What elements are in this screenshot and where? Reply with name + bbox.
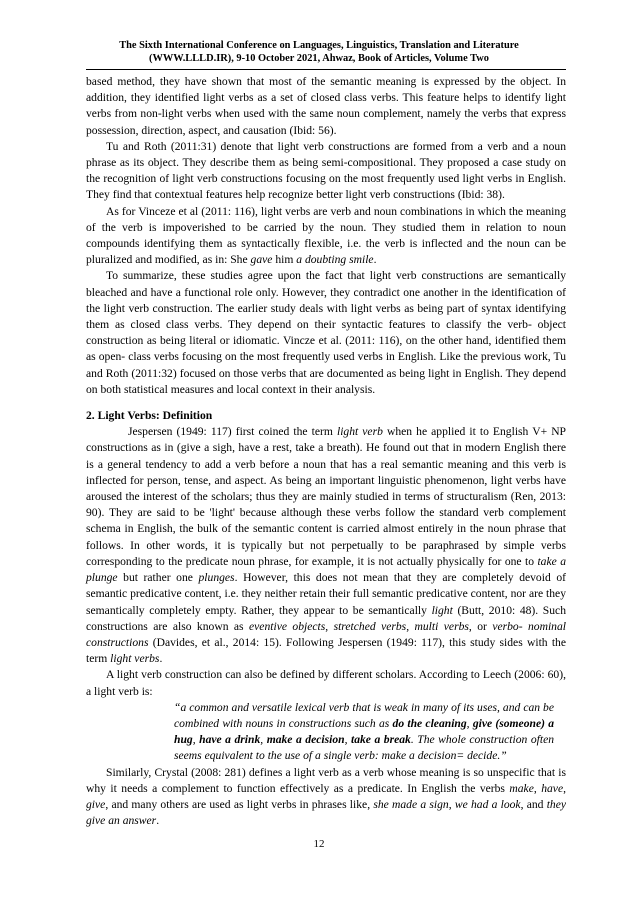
header-line-1: The Sixth International Conference on Languages, Linguistics, Translation and Literature — [119, 40, 519, 51]
page-number: 12 — [313, 838, 325, 850]
paragraph-4: To summarize, these studies agree upon the fact that light verb constructions are semantically bleached and have a functional role only. However, they contradict one another in the identification of the light verb construction. The earlier study deals with light verbs as being part of syntax identifying them as closed class verbs. They depend on their syntactic features to classify the verb- object construction as being literal or idiomatic. Vincze et al. (2011: 116), on the other hand, identified them as open- class verbs focusing on the most frequently used verbs in English. Like the previous work, Tu and Roth (2011:32) focused on those verbs that are documented as being light in English. They depend on both statistical measures and local context in their analysis. — [86, 269, 566, 396]
paragraph-3: As for Vinceze et al (2011: 116), light verbs are verb and noun combinations in which the meaning of the verb is impoverished to be carried by the noun. They studied them in relation to noun compounds identifying them as syntactically flexible, i.e. the verb is inflected and the noun can be pluralized and modified, as in: She gave him a doubting smile. — [86, 204, 566, 267]
paragraph-5: Jespersen (1949: 117) first coined the term light verb when he applied it to English V+ NP constructions as in (give a sigh, have a rest, take a breath). He found out that in modern English there is a general tendency to add a verb before a noun that has a real semantic meaning and this verb is inflected for person, tense, and aspect. As being an important linguistic phenomenon, light verbs have aroused the interest of the scholars; thus they are mainly studied in terms of structuralism (Ren, 2013: 90). They are said to be 'light' because although these verbs follow the standard verb complement schema in English, the bulk of the semantic content is carried almost entirely in the noun phrase that follows. In other words, it is typically but not perpetually to be paraphrased by simple verbs corresponding to the predicate noun phrase, for example, it is not actually physically for one to take a plunge but rather one plunges. However, this does not mean that they are completely devoid of semantic predicative content, i.e. they neither retain their full semantic predicative content, nor are they semantically completely empty. Rather, they appear to be semantically light (Butt, 2010: 48). Such constructions are also known as eventive objects, stretched verbs, multi verbs, or verbo- nominal constructions (Davides, et al., 2014: 15). Following Jespersen (1949: 117), this study sides with the term light verbs. — [86, 425, 567, 666]
paragraph-1: based method, they have shown that most of the semantic meaning is expressed by the object. In addition, they identified light verbs as a set of closed class verbs. This feature helps to identify light verbs from non-light verbs when used with the same noun complement, namely the verbs that express possession, direction, aspect, and causation (Ibid: 56). — [86, 75, 566, 137]
body-text — [86, 74, 566, 829]
paragraph-7: Similarly, Crystal (2008: 281) defines a light verb as a verb whose meaning is so unspecific that is why it needs a complement to function effectively as a predicate. In English the verbs make, have, give, and many others are used as light verbs in phrases like, she made a sign, we had a look, and they give an answer. — [86, 765, 567, 828]
paragraph-2: Tu and Roth (2011:31) denote that light verb constructions are formed from a verb and a noun phrase as its object. They describe them as being semi-compositional. They proposed a case study on the recognition of light verb constructions focusing on the most frequently used light verbs in English. They find that contextual features help recognize better light verb constructions (Ibid: 38). — [86, 139, 566, 202]
running-header — [60, 40, 578, 65]
section-heading: 2. Light Verbs: Definition — [86, 409, 213, 423]
header-line-2: (WWW.LLLD.IR), 9-10 October 2021, Ahwaz, Book of Articles, Volume Two — [149, 52, 489, 64]
paragraph-6: A light verb construction can also be defined by different scholars. According to Leech (2006: 60), a light verb is: — [86, 668, 566, 698]
block-quote: “a common and versatile lexical verb that is weak in many of its uses, and can be combined with nouns in constructions such as do the cleaning, give (someone) a hug, have a drink, make a decision, take a break. The whole construction often seems equivalent to the use of a single verb: make a decision= decide.” — [174, 700, 555, 763]
header-rule — [86, 69, 566, 70]
